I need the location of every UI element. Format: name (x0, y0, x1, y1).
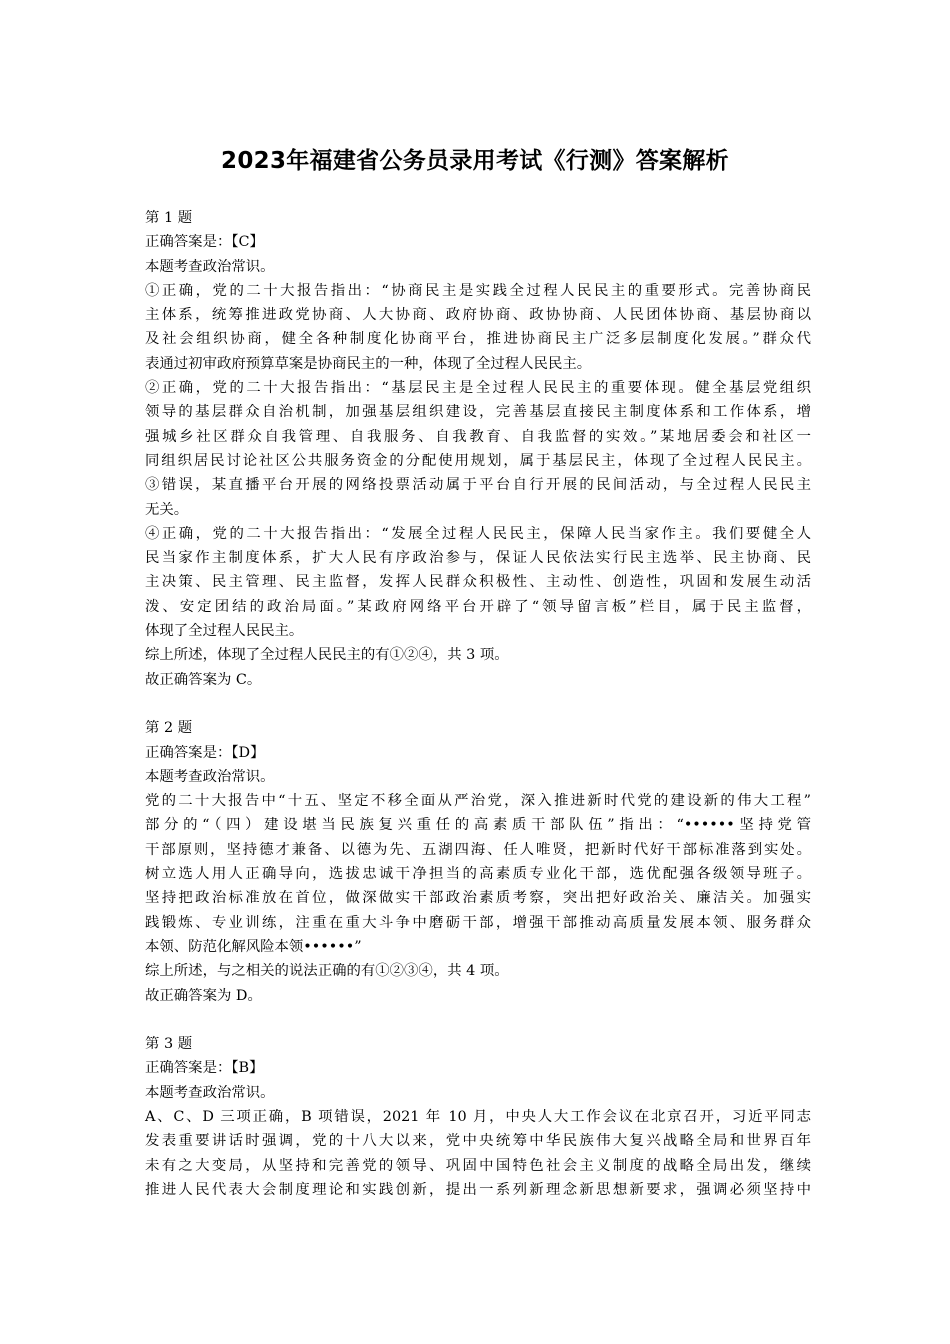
explanation-line: ③错误，某直播平台开展的网络投票活动属于平台自行开展的民间活动，与全过程人民民主 (145, 477, 811, 494)
explanation-line: 主决策、民主管理、民主监督，发挥人民群众积极性、主动性、创造性，巩固和发展生动活 (145, 574, 811, 591)
question-number: 第 3 题 (145, 1036, 193, 1053)
explanation-line: ①正确，党的二十大报告指出：“协商民主是实践全过程人民民主的重要形式。完善协商民 (145, 282, 811, 299)
explanation-line: A、C、D 三项正确，B 项错误，2021 年 10 月，中央人大工作会议在北京召开，习近平同志 (145, 1108, 811, 1125)
section-gap (145, 692, 811, 716)
question-topic: 本题考查政治常识。 (145, 258, 275, 275)
correct-answer: 正确答案是：【D】 (145, 744, 265, 761)
question-section (145, 716, 811, 1008)
explanation-line: 及社会组织协商，健全各种制度化协商平台，推进协商民主广泛多层制度化发展。”群众代 (145, 331, 811, 348)
explanation-line: 树立选人用人正确导向，选拔忠诚干净担当的高素质专业化干部，选优配强各级领导班子。 (145, 866, 811, 883)
explanation-line: 推进人民代表大会制度理论和实践创新，提出一系列新理念新思想新要求，强调必须坚持中 (145, 1181, 811, 1198)
explanation-line: ②正确，党的二十大报告指出：“基层民主是全过程人民民主的重要体现。健全基层党组织 (145, 380, 811, 397)
question-section (145, 1032, 811, 1202)
summary-line: 综上所述，与之相关的说法正确的有①②③④，共 4 项。 (145, 963, 509, 980)
explanation-line: 表通过初审政府预算草案是协商民主的一种，体现了全过程人民民主。 (145, 355, 592, 372)
correct-answer: 正确答案是：【B】 (145, 1060, 264, 1077)
question-section (145, 206, 811, 692)
explanation-line: 本领、防范化解风险本领••••••” (145, 938, 362, 955)
explanation-line: 民当家作主制度体系，扩大人民有序政治参与，保证人民依法实行民主选举、民主协商、民 (145, 550, 811, 567)
explanation-line: 体现了全过程人民民主。 (145, 623, 304, 640)
correct-answer: 正确答案是：【C】 (145, 234, 264, 251)
final-answer-line: 故正确答案为 D。 (145, 987, 262, 1004)
explanation-line: 无关。 (145, 501, 189, 518)
explanation-line: 领导的基层群众自治机制，加强基层组织建设，完善基层直接民主制度体系和工作体系，增 (145, 404, 811, 421)
question-topic: 本题考查政治常识。 (145, 768, 275, 785)
explanation-line: 同组织居民讨论社区公共服务资金的分配使用规划，属于基层民主，体现了全过程人民民主。 (145, 452, 811, 469)
explanation-line: 主体系，统筹推进政党协商、人大协商、政府协商、政协协商、人民团体协商、基层协商以 (145, 307, 811, 324)
explanation-line: ④正确，党的二十大报告指出：“发展全过程人民民主，保障人民当家作主。我们要健全人 (145, 525, 811, 542)
document-title: 2023年福建省公务员录用考试《行测》答案解析 (221, 148, 729, 174)
document-body (145, 206, 811, 1202)
question-number: 第 2 题 (145, 720, 193, 737)
final-answer-line: 故正确答案为 C。 (145, 671, 262, 688)
summary-line: 综上所述，体现了全过程人民民主的有①②④，共 3 项。 (145, 647, 509, 664)
explanation-line: 坚持把政治标准放在首位，做深做实干部政治素质考察，突出把好政治关、廉洁关。加强实 (145, 890, 811, 907)
explanation-line: 部分的“（四）建设堪当民族复兴重任的高素质干部队伍”指出：“••••••坚持党管 (145, 817, 811, 834)
explanation-line: 干部原则，坚持德才兼备、以德为先、五湖四海、任人唯贤，把新时代好干部标准落到实处。 (145, 841, 811, 858)
explanation-line: 党的二十大报告中“十五、坚定不移全面从严治党，深入推进新时代党的建设新的伟大工程” (145, 793, 811, 810)
explanation-line: 未有之大变局，从坚持和完善党的领导、巩固中国特色社会主义制度的战略全局出发，继续 (145, 1157, 811, 1174)
question-topic: 本题考查政治常识。 (145, 1084, 275, 1101)
explanation-line: 泼、安定团结的政治局面。”某政府网络平台开辟了“领导留言板”栏目，属于民主监督， (145, 598, 811, 615)
explanation-line: 强城乡社区群众自我管理、自我服务、自我教育、自我监督的实效。”某地居委会和社区一 (145, 428, 811, 445)
explanation-line: 发表重要讲话时强调，党的十八大以来，党中央统筹中华民族伟大复兴战略全局和世界百年 (145, 1133, 811, 1150)
question-number: 第 1 题 (145, 210, 193, 226)
section-gap (145, 1008, 811, 1032)
explanation-line: 践锻炼、专业训练，注重在重大斗争中磨砺干部，增强干部推动高质量发展本领、服务群众 (145, 914, 811, 931)
